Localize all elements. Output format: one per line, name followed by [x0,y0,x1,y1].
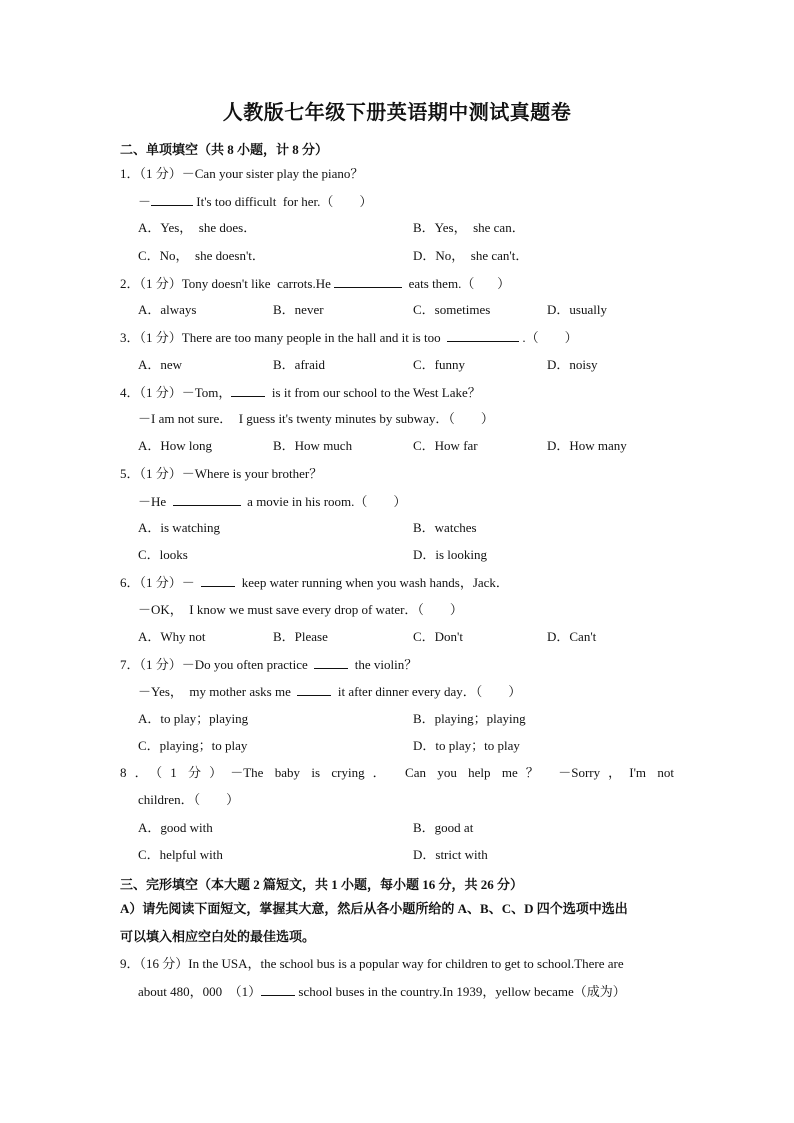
option-d: D．usually [547,302,607,317]
option-a: A．Why not [138,629,206,644]
question-8: 8．（1 分）－The baby is crying． Can you help me？ －Sorry，I'm not [120,765,674,780]
question-6: 6．（1 分）－ keep water running when you wash hands，Jack． [120,575,509,590]
option-d: D．How many [547,438,627,453]
option-c: C．How far [413,438,478,453]
option-c: C．Don't [413,629,464,644]
question-8-line2: children．（ ） [138,792,240,807]
option-b: B．afraid [273,357,325,372]
answer-blank [297,683,331,696]
question-1 [120,166,363,182]
option-b: B．How much [273,438,353,453]
option-c: C．No， she doesn't． [138,248,265,263]
question-9: 9．（16 分）In the USA，the school bus is a popular way for children to get to school.There are [120,956,624,971]
question-number: 8．（1 分） [120,765,231,780]
answer-blank [261,983,295,996]
option-a: A．is watching [138,520,220,535]
cloze-instruction-line1: A）请先阅读下面短文，掌握其大意，然后从各小题所给的 A、B、C、D 四个选项中选出 [120,901,628,916]
option-c: C．playing；to play [138,738,248,753]
answer-blank [151,193,193,206]
answer-blank [201,574,235,587]
option-a: A．always [138,302,197,317]
option-a: A．to play；playing [138,711,249,726]
option-c: C．sometimes [413,302,491,317]
option-b: B．good at [413,820,474,835]
question-7: 7．（1 分）－Do you often practice the violin？ [120,657,418,672]
question-number: 5．（1 分） [120,466,182,481]
question-number: 7．（1 分） [120,657,182,672]
option-c: C．looks [138,547,188,562]
option-d: D．is looking [413,547,488,562]
question-5-line2: －He a movie in his room.（ ） [138,494,407,509]
option-d: D．Can't [547,629,597,644]
question-4-line2: －I am not sure． I guess it's twenty minutes by subway．（ ） [138,411,494,426]
answer-blank [314,656,348,669]
option-d: D．to play；to play [413,738,520,753]
answer-blank [334,275,402,288]
question-5: 5．（1 分）－Where is your brother？ [120,466,323,481]
question-6-line2: －OK， I know we must save every drop of water．（ ） [138,602,463,617]
page-title: 人教版七年级下册英语期中测试真题卷 [222,102,572,124]
cloze-instruction-line2: 可以填入相应空白处的最佳选项。 [120,929,316,944]
option-b: B．watches [413,520,477,535]
question-9-line2: about 480，000 （1） school buses in the country.In 1939，yellow became（成为） [138,984,626,999]
question-number: 6．（1 分） [120,575,182,590]
option-c: C．helpful with [138,847,223,862]
option-b: B．playing；playing [413,711,526,726]
answer-blank [447,329,519,342]
question-number: 4．（1 分） [120,385,182,400]
option-a: A．Yes， she does． [138,220,257,235]
option-c: C．funny [413,357,466,372]
question-1-line2: － It's too difficult for her.（ ） [138,194,373,209]
option-b: B．Yes， she can． [413,220,525,235]
question-2: 2．（1 分）Tony doesn't like carrots.He eats them.（ ） [120,276,511,291]
question-number: 2．（1 分） [120,276,182,291]
answer-blank [231,384,265,397]
option-b: B．never [273,302,324,317]
answer-blank [173,493,241,506]
option-a: A．good with [138,820,213,835]
section-heading-2: 二、单项填空（共 8 小题，计 8 分） [120,142,329,157]
question-7-line2: －Yes， my mother asks me it after dinner every day．（ ） [138,684,522,699]
section-heading-3: 三、完形填空（本大题 2 篇短文，共 1 小题，每小题 16 分，共 26 分） [120,877,524,892]
question-4: 4．（1 分）－Tom， is it from our school to the West Lake？ [120,385,481,400]
option-b: B．Please [273,629,328,644]
question-number: 3．（1 分） [120,330,182,345]
option-a: A．How long [138,438,213,453]
option-d: D．No， she can't． [413,248,529,263]
question-stem: －Can your sister play the piano？ [181,166,364,181]
option-a: A．new [138,357,183,372]
question-3: 3．（1 分）There are too many people in the hall and it is too .（ ） [120,330,578,345]
question-number: 1．（1 分） [120,166,182,181]
question-number: 9．（16 分） [120,956,189,971]
option-d: D．noisy [547,357,598,372]
option-d: D．strict with [413,847,488,862]
